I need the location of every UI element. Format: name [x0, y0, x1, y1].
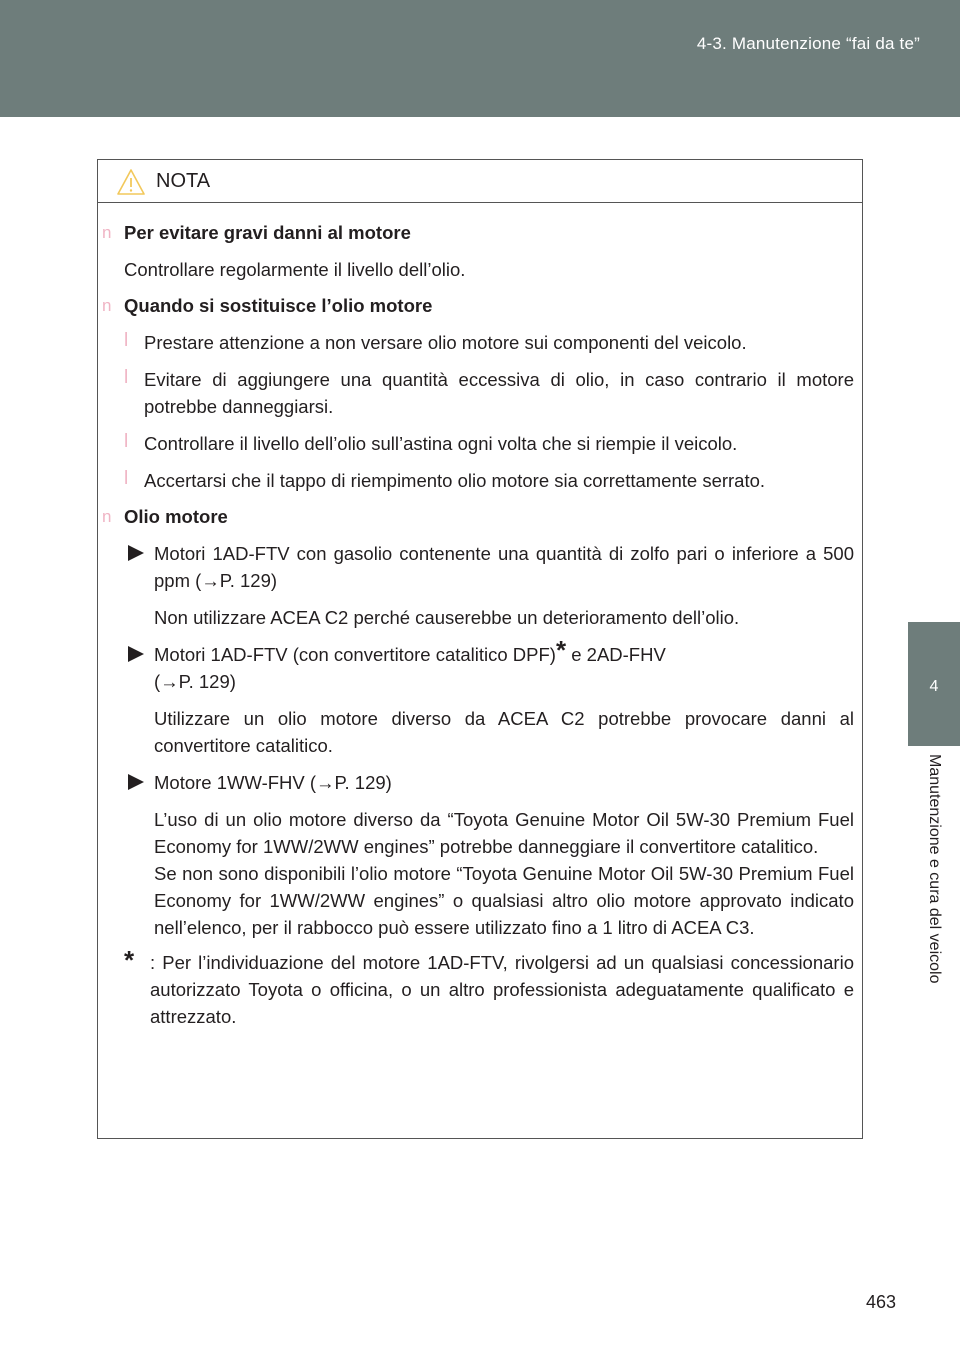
list-item: [98, 467, 854, 494]
list-item-text: Controllare il livello dell’olio sull’astina ogni volta che si riempie il veicolo.: [144, 433, 738, 454]
nota-box: [97, 159, 863, 1139]
item-bullet-icon: l: [124, 367, 129, 388]
engine-note: L’uso di un olio motore diverso da “Toyota Genuine Motor Oil 5W-30 Premium Fuel Economy for 1WW/2WW engines” potrebbe danneggiare il convertitore catalitico.: [154, 809, 854, 857]
nota-header: [98, 160, 862, 203]
list-item: [98, 329, 854, 356]
engine-heading-text: Motori 1AD-FTV con gasolio contenente una quantità di zolfo pari o inferiore a 500 ppm (→P. 129): [154, 543, 854, 591]
engine-heading: [98, 635, 854, 695]
engine-heading: [98, 769, 854, 796]
section-heading: [98, 219, 854, 246]
engine-heading: [98, 540, 854, 594]
page-reference: (→P. 129): [154, 671, 236, 692]
section-heading-text: Per evitare gravi danni al motore: [124, 222, 411, 243]
item-bullet-icon: l: [124, 468, 129, 489]
chapter-number: 4: [929, 678, 939, 695]
footnote-text: : Per l’individuazione del motore 1AD-FTV, rivolgersi ad un qualsiasi concessionario autorizzato Toyota o officina, o un altro professionista adeguatamente qualificato e attrezzato.: [150, 952, 854, 1027]
section-bullet-icon: n: [102, 507, 112, 526]
engine-heading-text: Motore 1WW-FHV (→P. 129): [154, 772, 392, 793]
list-item-text: Accertarsi che il tappo di riempimento olio motore sia correttamente serrato.: [144, 470, 766, 491]
nota-body: [98, 203, 862, 1030]
warning-triangle-icon: [116, 168, 146, 196]
list-item-text: Evitare di aggiungere una quantità eccessiva di olio, in caso contrario il motore potrebbe danneggiarsi.: [144, 369, 854, 417]
section-heading: [98, 503, 854, 530]
list-item: [98, 366, 854, 420]
chapter-tab: [908, 622, 960, 746]
item-bullet-icon: l: [124, 431, 129, 452]
section-text: Controllare regolarmente il livello dell’olio.: [124, 259, 466, 280]
section-bullet-icon: n: [102, 296, 112, 315]
section-title: 4-3. Manutenzione “fai da te”: [696, 34, 920, 53]
nota-title: NOTA: [156, 170, 211, 192]
section-heading: [98, 292, 854, 319]
list-item: [98, 430, 854, 457]
triangle-right-icon: [128, 774, 144, 790]
triangle-right-icon: [128, 545, 144, 561]
section-heading-text: Olio motore: [124, 506, 228, 527]
engine-note: Non utilizzare ACEA C2 perché causerebbe un deterioramento dell’olio.: [154, 607, 740, 628]
chapter-label-tab: [908, 746, 960, 1106]
footnote-marker: *: [124, 945, 135, 975]
engine-note: Se non sono disponibili l’olio motore “Toyota Genuine Motor Oil 5W-30 Premium Fuel Economy for 1WW/2WW engines” o qualsiasi altro olio motore approvato indicato nell’elenco, per il rabbocco può essere utilizzato fino a 1 litro di ACEA C3.: [154, 863, 854, 938]
footnote: [98, 945, 854, 1030]
section-heading-text: Quando si sostituisce l’olio motore: [124, 295, 433, 316]
page-number: 463: [865, 1292, 896, 1312]
footnote-star: *: [555, 635, 567, 665]
triangle-right-icon: [128, 646, 144, 662]
list-item-text: Prestare attenzione a non versare olio motore sui componenti del veicolo.: [144, 332, 747, 353]
engine-note: Utilizzare un olio motore diverso da ACEA C2 potrebbe provocare danni al convertitore catalitico.: [154, 708, 854, 756]
section-bullet-icon: n: [102, 223, 112, 242]
header-band: [0, 0, 960, 117]
engine-heading-text-cont: e 2AD-FHV: [566, 644, 666, 665]
item-bullet-icon: l: [124, 330, 129, 351]
engine-heading-text: Motori 1AD-FTV (con convertitore catalitico DPF): [154, 644, 556, 665]
chapter-label: Manutenzione e cura del veicolo: [926, 754, 943, 984]
